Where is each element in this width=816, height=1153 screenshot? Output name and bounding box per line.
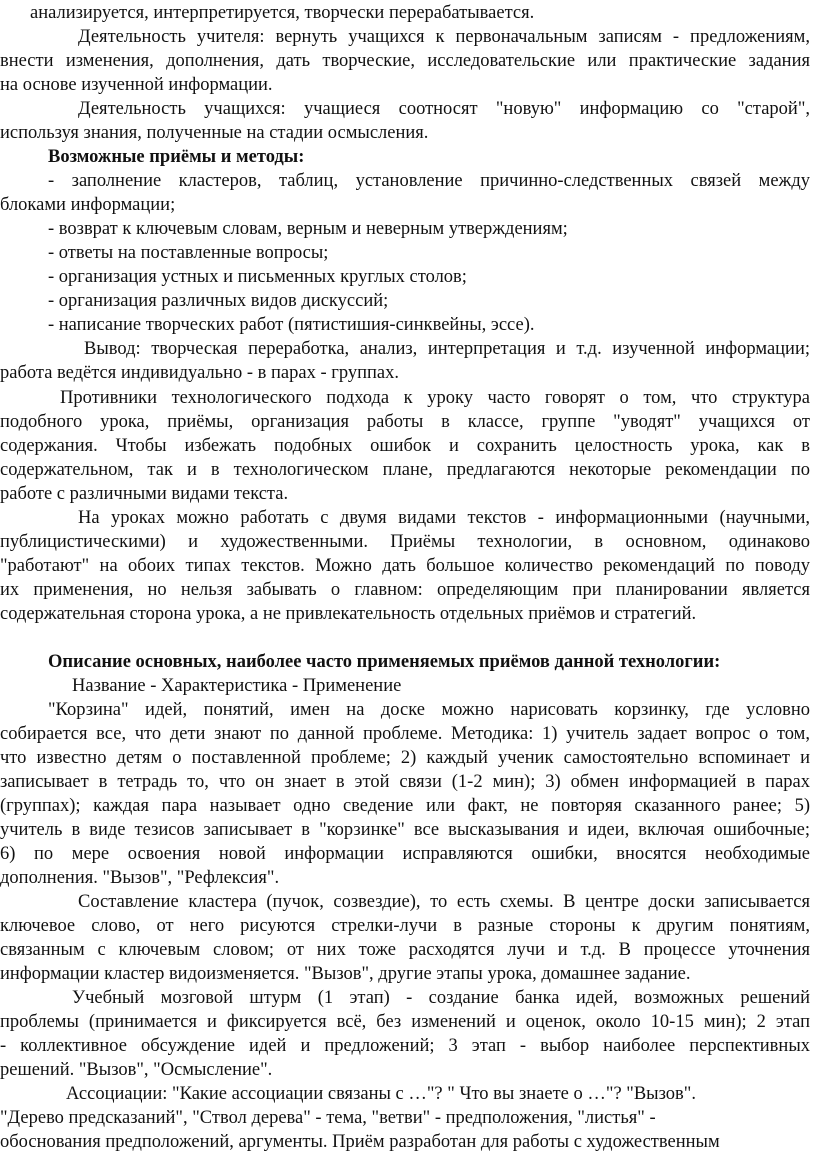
text-line: "работают" на обоих типах текстов. Можно дать большое количество рекомендаций по поводу bbox=[0, 556, 810, 576]
text-line: - возврат к ключевым словам, верным и неверным утверждениям; bbox=[48, 219, 568, 239]
text-line: записывает в тетрадь то, что он знает в этой связи (1-2 мин); 3) обмен информацией в парах bbox=[0, 772, 810, 792]
text-line: используя знания, полученные на стадии осмысления. bbox=[0, 123, 429, 143]
text-line: проблемы (принимается и фиксируется всё, без изменений и оценок, около 10-15 мин); 2 этап bbox=[0, 1012, 810, 1032]
text-line: блоками информации; bbox=[0, 195, 176, 215]
text-line: связанным с ключевым словом; от них тоже расходятся лучи и т.д. В процессе уточнения bbox=[0, 940, 810, 960]
text-line: (группах); каждая пара называет одно сведение или факт, не повторяя сказанного ранее; 5) bbox=[0, 796, 810, 816]
text-line: обоснования предположений, аргументы. Приём разработан для работы с художественным bbox=[0, 1132, 720, 1152]
text-line: на основе изученной информации. bbox=[0, 75, 273, 95]
text-line: содержания. Чтобы избежать подобных ошибок и сохранить целостность урока, как в bbox=[0, 436, 810, 456]
text-line: - написание творческих работ (пятистишия-синквейны, эссе). bbox=[48, 315, 535, 335]
text-line: - заполнение кластеров, таблиц, установление причинно-следственных связей между bbox=[48, 171, 810, 191]
text-line: - коллективное обсуждение идей и предложений; 3 этап - выбор наиболее перспективных bbox=[0, 1036, 810, 1056]
text-line: - ответы на поставленные вопросы; bbox=[48, 243, 329, 263]
text-line: учитель в виде тезисов записывает в "корзинке" все высказывания и идеи, включая ошибочные; bbox=[0, 820, 810, 840]
text-line: анализируется, интерпретируется, творчески перерабатывается. bbox=[30, 3, 535, 23]
text-line: - организация различных видов дискуссий; bbox=[48, 291, 389, 311]
section-heading: Возможные приёмы и методы: bbox=[48, 147, 305, 167]
text-line: работе с различными видами текста. bbox=[0, 484, 289, 504]
text-line: "Дерево предсказаний", "Ствол дерева" - тема, "ветви" - предположения, "листья" - bbox=[0, 1108, 656, 1128]
text-line: ключевое слово, от него рисуются стрелки-лучи в разные стороны к другим понятиям, bbox=[0, 916, 810, 936]
text-line: содержательная сторона урока, а не привлекательность отдельных приёмов и стратегий. bbox=[0, 604, 697, 624]
text-line: внести изменения, дополнения, дать творческие, исследовательские или практические задания bbox=[0, 51, 810, 71]
text-line: 6) по мере освоения новой информации исправляются ошибки, вносятся необходимые bbox=[0, 844, 810, 864]
text-line: подобного урока, приёмы, организация работы в классе, группе "уводят" учащихся от bbox=[0, 412, 810, 432]
text-line: работа ведётся индивидуально - в парах - группах. bbox=[0, 363, 399, 383]
text-line: "Корзина" идей, понятий, имен на доске можно нарисовать корзинку, где условно bbox=[48, 700, 810, 720]
text-line: Ассоциации: "Какие ассоциации связаны с …"? " Что вы знаете о …"? "Вызов". bbox=[66, 1084, 696, 1104]
text-line: Вывод: творческая переработка, анализ, интерпретация и т.д. изученной информации; bbox=[84, 339, 810, 359]
text-line: Название - Характеристика - Применение bbox=[72, 676, 402, 696]
text-line: - организация устных и письменных круглых столов; bbox=[48, 267, 467, 287]
text-line: информации кластер видоизменяется. "Вызов", другие этапы урока, домашнее задание. bbox=[0, 964, 691, 984]
text-line: их применения, но нельзя забывать о главном: определяющим при планировании является bbox=[0, 580, 810, 600]
text-line: публицистическими) и художественными. Приёмы технологии, в основном, одинаково bbox=[0, 532, 810, 552]
text-line: дополнения. "Вызов", "Рефлексия". bbox=[0, 868, 280, 888]
text-line: Составление кластера (пучок, созвездие), то есть схемы. В центре доски записывается bbox=[78, 892, 810, 912]
text-line: Деятельность учителя: вернуть учащихся к первоначальным записям - предложениям, bbox=[78, 27, 810, 47]
text-line: что известно детям о поставленной проблеме; 2) каждый ученик самостоятельно вспоминает и bbox=[0, 748, 810, 768]
text-line: собирается все, что дети знают по данной проблеме. Методика: 1) учитель задает вопрос о том, bbox=[0, 724, 810, 744]
text-line: Деятельность учащихся: учащиеся соотносят "новую" информацию со "старой", bbox=[78, 99, 810, 119]
text-line: Противники технологического подхода к уроку часто говорят о том, что структура bbox=[60, 388, 810, 408]
section-heading: Описание основных, наиболее часто применяемых приёмов данной технологии: bbox=[48, 652, 721, 672]
text-line: содержательном, так и в технологическом плане, предлагаются некоторые рекомендации по bbox=[0, 460, 810, 480]
text-line: решений. "Вызов", "Осмысление". bbox=[0, 1060, 273, 1080]
text-line: Учебный мозговой штурм (1 этап) - создание банка идей, возможных решений bbox=[72, 988, 810, 1008]
text-line: На уроках можно работать с двумя видами текстов - информационными (научными, bbox=[78, 508, 810, 528]
